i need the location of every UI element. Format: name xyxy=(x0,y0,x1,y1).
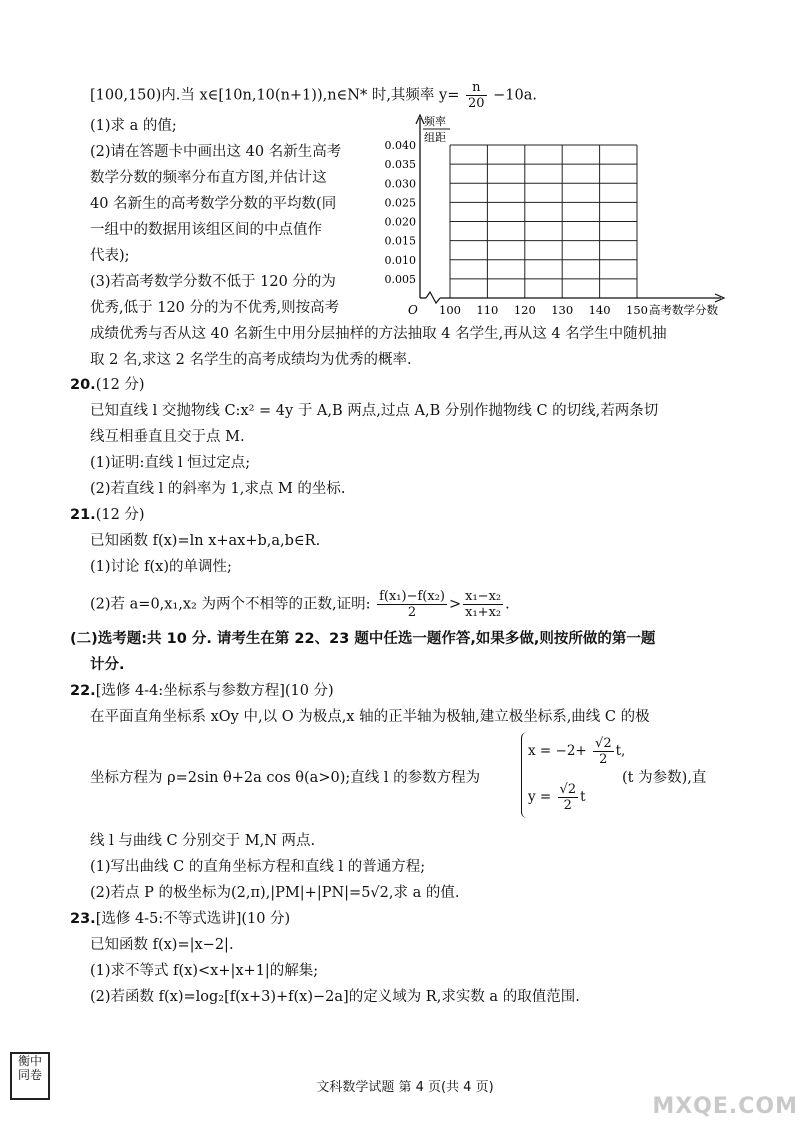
q19-part2-line: 代表); xyxy=(90,248,130,264)
q20-header: 20.(12 分) xyxy=(70,377,145,393)
q23-line: (1)求不等式 f(x)<x+|x+1|的解集; xyxy=(90,963,319,979)
y-axis-label-denominator: 组距 xyxy=(424,131,446,144)
q19-part3-line: (3)若高考数学分数不低于 120 分的为 xyxy=(90,274,336,290)
section2-line2: 计分. xyxy=(90,657,125,673)
q23-header: 23.[选修 4-5:不等式选讲](10 分) xyxy=(70,911,291,927)
q22-line2: 坐标方程为 ρ=2sin θ+2a cos θ(a>0);直线 l 的参数方程为 xyxy=(90,770,481,786)
q21-part2: (2)若 a=0,x₁,x₂ 为两个不相等的正数,证明: $\frac{\text{f(x₁)−f(x₂)}}{2}$ > $\frac{\text{x₁−x₂}}{\text{x₁+x₂}}$ . xyxy=(90,589,510,620)
q19-part2-line: (2)请在答题卡中画出这 40 名新生高考 xyxy=(90,144,342,160)
q19-part1: (1)求 a 的值; xyxy=(90,118,177,134)
y-axis-label-numerator: 频率 xyxy=(424,115,446,128)
q20-line: (2)若直线 l 的斜率为 1,求点 M 的坐标. xyxy=(90,481,346,497)
q22-part1: (1)写出曲线 C 的直角坐标方程和直线 l 的普通方程; xyxy=(90,859,426,875)
x-tick-label: 150 xyxy=(626,303,648,315)
y-tick-label: 0.005 xyxy=(385,272,416,286)
q20-line: (1)证明:直线 l 恒过定点; xyxy=(90,455,251,471)
q19-part3-line: 取 2 名,求这 2 名学生的高考成绩均为优秀的概率. xyxy=(90,352,412,368)
q19-part2-line: 一组中的数据用该组区间的中点值作 xyxy=(90,222,322,238)
q23-line: 已知函数 f(x)=|x−2|. xyxy=(90,937,234,953)
q19-part2-line: 数学分数的频率分布直方图,并估计这 xyxy=(90,170,327,186)
y-tick-label: 0.035 xyxy=(385,158,416,172)
y-tick-label: 0.015 xyxy=(385,234,416,248)
q19-part2-line: 40 名新生的高考数学分数的平均数(同 xyxy=(90,196,337,212)
x-tick-label: 110 xyxy=(476,303,499,315)
q19-line0: [100,150)内.当 x∈[10n,10(n+1)),n∈N* 时,其频率 y= $\frac{n}{20}$ −10a. xyxy=(90,80,538,111)
watermark: MXQE.COM xyxy=(652,1094,798,1119)
q22-header: 22.[选修 4-4:坐标系与参数方程](10 分) xyxy=(70,683,334,699)
y-tick-label: 0.025 xyxy=(385,196,416,210)
page-footer: 文科数学试题 第 4 页(共 4 页) xyxy=(316,1080,494,1095)
q22-line3: 线 l 与曲线 C 分别交于 M,N 两点. xyxy=(90,833,316,849)
publisher-seal: 衡中 同卷 xyxy=(10,1052,50,1100)
q21-header: 21.(12 分) xyxy=(70,507,145,523)
x-axis-break xyxy=(426,292,440,303)
q22-part2: (2)若点 P 的极坐标为(2,π),|PM|+|PN|=5√2,求 a 的值. xyxy=(90,885,460,901)
q21-fraction-left: $\frac{\text{f(x₁)−f(x₂)}}{2}$ xyxy=(379,589,445,620)
q21-fraction-right: $\frac{\text{x₁−x₂}}{\text{x₁+x₂}}$ xyxy=(465,589,502,620)
frequency-histogram-grid xyxy=(385,110,730,315)
q19-part3-line: 优秀,低于 120 分的为不优秀,则按高考 xyxy=(90,300,340,316)
q19-part3-line: 成绩优秀与否从这 40 名新生中用分层抽样的方法抽取 4 名学生,再从这 4 名学生中随机抽 xyxy=(90,326,667,342)
y-tick-label: 0.020 xyxy=(385,215,416,229)
param-x-equation: x = −2+ $\frac{√2}{2}$ t, xyxy=(528,736,626,767)
y-tick-label: 0.010 xyxy=(385,253,416,267)
y-tick-label: 0.030 xyxy=(385,177,416,191)
param-y-equation: y = $\frac{√2}{2}$ t xyxy=(528,782,586,813)
x-tick-label: 100 xyxy=(439,303,461,315)
section2-line1: (二)选考题:共 10 分. 请考生在第 22、23 题中任选一题作答,如果多做,则按所做的第一题 xyxy=(70,631,656,647)
param-note: (t 为参数),直 xyxy=(622,770,707,786)
origin-label: O xyxy=(408,303,418,315)
q21-line: 已知函数 f(x)=ln x+ax+b,a,b∈R. xyxy=(90,533,321,549)
q20-line: 已知直线 l 交抛物线 C:x² = 4y 于 A,B 两点,过点 A,B 分别作抛物线 C 的切线,若两条切 xyxy=(90,403,659,419)
x-tick-label: 120 xyxy=(513,303,536,315)
x-tick-label: 140 xyxy=(588,303,611,315)
q22-line1: 在平面直角坐标系 xOy 中,以 O 为极点,x 轴的正半轴为极轴,建立极坐标系,曲线 C 的极 xyxy=(90,709,650,725)
x-tick-label: 130 xyxy=(551,303,574,315)
q21-line: (1)讨论 f(x)的单调性; xyxy=(90,559,232,575)
q19-fraction: $\frac{n}{20}$ xyxy=(468,80,485,111)
q20-line: 线互相垂直且交于点 M. xyxy=(90,429,245,445)
x-axis-label: 高考数学分数 xyxy=(649,303,718,315)
y-tick-label: 0.040 xyxy=(385,139,416,152)
q23-line: (2)若函数 f(x)=log₂[f(x+3)+f(x)−2a]的定义域为 R,求实数 a 的取值范围. xyxy=(90,989,580,1005)
